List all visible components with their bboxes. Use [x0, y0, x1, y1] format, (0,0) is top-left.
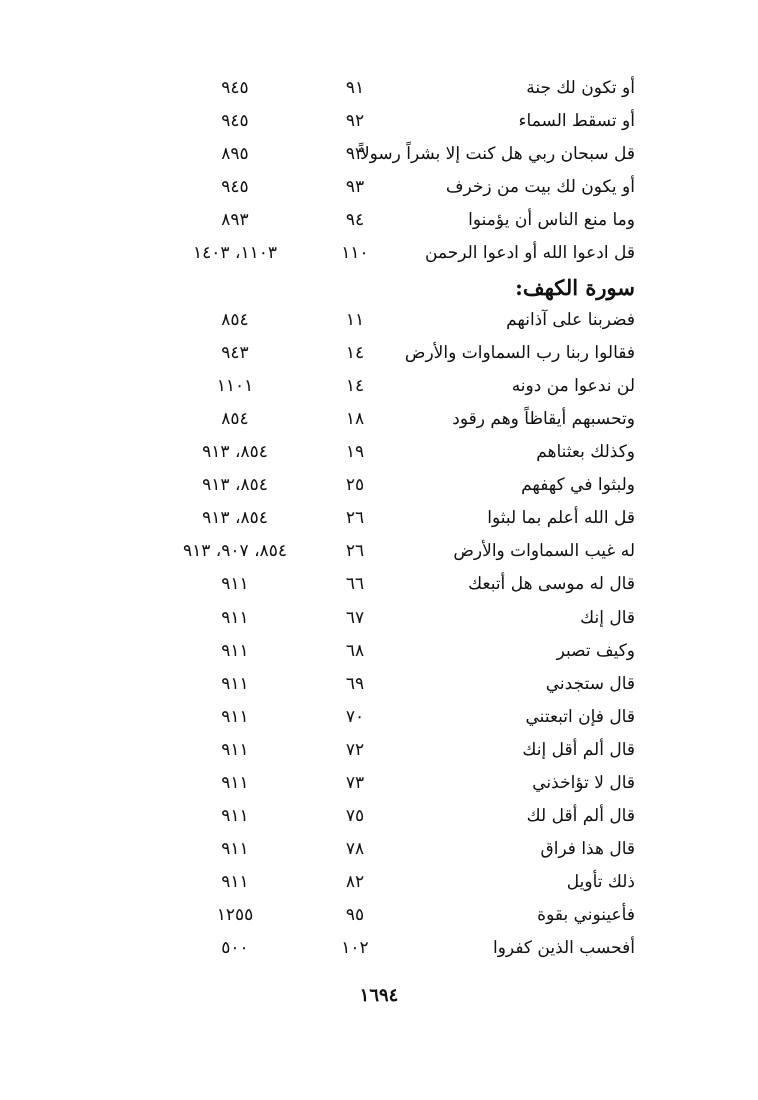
page-reference-text: ٨٥٤: [221, 408, 249, 429]
page-references: [160, 568, 310, 601]
verse-phrase: أو يكون لك بيت من زخرف: [445, 177, 635, 198]
page-reference-text: ١٢٥٥: [216, 905, 254, 926]
page-reference-text: ٨٥٤، ٩١٣: [202, 508, 268, 529]
page-reference-text: ٩١١: [221, 574, 249, 595]
verse-phrase: فضربنا على آذانهم: [506, 309, 635, 330]
page-references: [160, 403, 310, 436]
verse-phrase: قال له موسى هل أتبعك: [468, 574, 635, 595]
verse-phrase: أو تكون لك جنة: [526, 78, 635, 98]
index-row: [160, 370, 635, 403]
index-row: [160, 138, 635, 171]
page-reference-text: ٥٠٠: [221, 938, 249, 959]
verse-phrase: قل ادعوا الله أو ادعوا الرحمن: [424, 243, 635, 264]
verse-number: ٢٥: [345, 475, 365, 496]
page-number: ١٦٩٤: [359, 985, 399, 1006]
page-reference-text: ٩٤٥: [221, 78, 249, 98]
index-row: [160, 72, 635, 105]
verse-phrase: قال ستجدني: [545, 673, 635, 694]
index-row: [160, 701, 635, 734]
index-row: [160, 767, 635, 800]
verse-phrase: لن ندعوا من دونه: [511, 375, 635, 396]
page-reference-text: ٩١١: [221, 673, 249, 694]
verse-phrase: قل الله أعلم بما لبثوا: [487, 508, 635, 529]
verse-phrase: قال ألم أقل إنك: [522, 739, 635, 760]
verse-phrase: وكيف تصبر: [556, 640, 635, 661]
verse-index-list: [160, 72, 635, 966]
page-references: [160, 469, 310, 502]
index-row: [160, 800, 635, 833]
verse-phrase: قال ألم أقل لك: [526, 806, 635, 827]
page-references: [160, 734, 310, 767]
page-reference-text: ٩١١: [221, 872, 249, 893]
index-row: [160, 535, 635, 568]
page-references: [160, 866, 310, 899]
page-reference-text: ٨٥٤، ٩١٣: [202, 475, 268, 496]
index-row: [160, 304, 635, 337]
index-row: [160, 171, 635, 204]
page-reference-text: ٨٥٤، ٩٠٧، ٩١٣: [183, 541, 287, 562]
verse-number: ٧٣: [345, 772, 365, 793]
verse-number: ٦٦: [345, 574, 365, 595]
page-references: [160, 767, 310, 800]
verse-phrase: ذلك تأويل: [566, 872, 635, 893]
page-reference-text: ٩١١: [221, 640, 249, 661]
page-references: [160, 171, 310, 204]
index-row: [160, 105, 635, 138]
verse-number: ٧٥: [345, 806, 365, 827]
page-references: [160, 72, 310, 105]
page-reference-text: ٩١١: [221, 806, 249, 827]
page-reference-text: ٩٤٣: [221, 342, 249, 363]
index-row: [160, 502, 635, 535]
index-row: [160, 568, 635, 601]
page-references: [160, 535, 310, 568]
verse-number: ١١٠: [341, 243, 369, 264]
verse-number: ١١: [345, 309, 365, 330]
index-row: [160, 436, 635, 469]
page-references: [160, 370, 310, 403]
page-references: [160, 436, 310, 469]
verse-number: ٩٣: [345, 144, 365, 165]
page-references: [160, 502, 310, 535]
index-row: [160, 237, 635, 270]
page-reference-text: ٩١١: [221, 772, 249, 793]
verse-number: ١٩: [345, 442, 365, 463]
verse-number: ٧٨: [345, 839, 365, 860]
page-references: [160, 105, 310, 138]
page-reference-text: ٨٩٥: [221, 144, 249, 165]
verse-number: ٢٦: [345, 508, 365, 529]
verse-number: ٩٣: [345, 177, 365, 198]
verse-number: ٩٥: [345, 905, 365, 926]
verse-phrase: فأعينوني بقوة: [537, 905, 635, 926]
page-references: [160, 833, 310, 866]
verse-number: ٢٦: [345, 541, 365, 562]
index-row: [160, 469, 635, 502]
page-references: [160, 337, 310, 370]
page-reference-text: ١١٠٣، ١٤٠٣: [193, 243, 277, 264]
verse-number: ٨٢: [345, 872, 365, 893]
index-row: [160, 833, 635, 866]
verse-phrase: قال فإن اتبعتني: [525, 706, 635, 727]
index-row: [160, 635, 635, 668]
page-reference-text: ٩٤٥: [221, 111, 249, 132]
page-reference-text: ٨٥٤: [221, 309, 249, 330]
page-reference-text: ٨٩٣: [221, 210, 249, 231]
page-references: [160, 138, 310, 171]
page-reference-text: ٩١١: [221, 706, 249, 727]
page-references: [160, 635, 310, 668]
verse-phrase: قال إنك: [580, 607, 635, 628]
index-row: [160, 403, 635, 436]
page-references: [160, 668, 310, 701]
verse-number: ٩١: [345, 78, 365, 98]
verse-phrase: أفحسب الذين كفروا: [493, 938, 635, 959]
index-row: [160, 602, 635, 635]
verse-number: ٦٧: [345, 607, 365, 628]
index-row: [160, 668, 635, 701]
verse-phrase: وتحسبهم أيقاظاً وهم رقود: [452, 408, 635, 429]
verse-number: ١٠٢: [341, 938, 369, 959]
verse-phrase: ولبثوا في كهفهم: [521, 475, 635, 496]
index-row: [160, 866, 635, 899]
verse-number: ٦٨: [345, 640, 365, 661]
verse-number: ٩٢: [345, 111, 365, 132]
page-reference-text: ١١٠١: [216, 375, 254, 396]
verse-phrase: قال لا تؤاخذني: [532, 772, 635, 793]
verse-number: ٧٢: [345, 739, 365, 760]
verse-number: ٦٩: [345, 673, 365, 694]
page-reference-text: ٨٥٤، ٩١٣: [202, 442, 268, 463]
verse-phrase: وما منع الناس أن يؤمنوا: [468, 210, 635, 231]
index-row: [160, 337, 635, 370]
page-reference-text: ٩١١: [221, 607, 249, 628]
index-row: [160, 734, 635, 767]
page-references: [160, 800, 310, 833]
verse-phrase: قال هذا فراق: [540, 839, 635, 860]
page-references: [160, 204, 310, 237]
index-row: [160, 899, 635, 932]
page-reference-text: ٩١١: [221, 739, 249, 760]
surah-heading: سورة الكهف:: [515, 274, 635, 300]
page-references: [160, 602, 310, 635]
page-reference-text: ٩١١: [221, 839, 249, 860]
page-references: [160, 899, 310, 932]
page-reference-text: ٩٤٥: [221, 177, 249, 198]
verse-phrase: وكذلك بعثناهم: [536, 442, 635, 463]
index-row: [160, 204, 635, 237]
verse-phrase: له غيب السماوات والأرض: [453, 541, 635, 562]
verse-number: ١٨: [345, 408, 365, 429]
index-row: [160, 932, 635, 965]
verse-phrase: قل سبحان ربي هل كنت إلا بشراً رسولاً: [359, 144, 635, 165]
verse-number: ٧٠: [345, 706, 365, 727]
verse-phrase: أو تسقط السماء: [518, 111, 635, 132]
page-references: [160, 932, 310, 965]
verse-number: ١٤: [345, 342, 365, 363]
verse-number: ١٤: [345, 375, 365, 396]
page-references: [160, 701, 310, 734]
page-references: [160, 237, 310, 270]
page-references: [160, 304, 310, 337]
verse-phrase: فقالوا ربنا رب السماوات والأرض: [404, 342, 635, 363]
verse-number: ٩٤: [345, 210, 365, 231]
